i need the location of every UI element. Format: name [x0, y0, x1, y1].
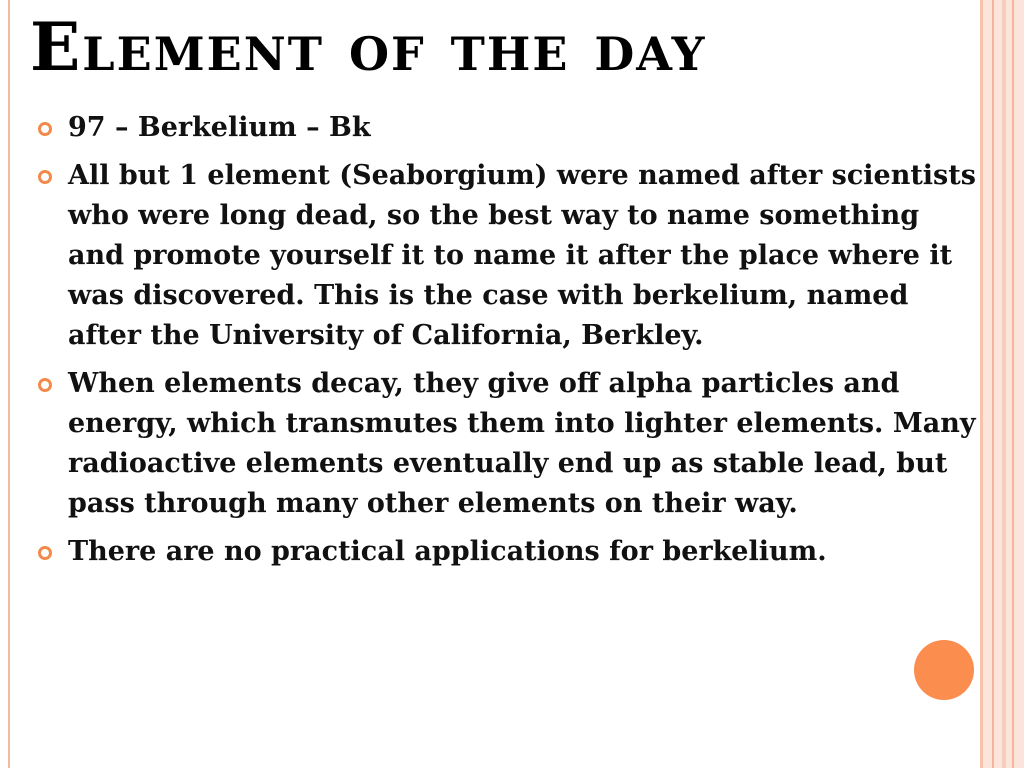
stripe	[980, 0, 983, 768]
circle-bullet-icon	[38, 378, 52, 392]
bullet-item	[36, 108, 980, 148]
bullet-text: All but 1 element (Seaborgium) were named after scientists who were long dead, so the best way to name something and promote yourself it to name it after the place where it was discovered. This is the case with berkelium, named after the University of California, Berkley.	[68, 160, 976, 351]
bullet-text: When elements decay, they give off alpha particles and energy, which transmutes them into lighter elements. Many radioactive elements eventually end up as stable lead, but pass through many other elements on their way.	[68, 368, 976, 519]
stripe	[1012, 0, 1014, 768]
stripe	[1002, 0, 1006, 768]
bullet-list	[36, 108, 980, 580]
left-border-line	[8, 0, 10, 768]
stripe	[992, 0, 994, 768]
bullet-item	[36, 364, 980, 524]
bullet-item	[36, 532, 980, 572]
decorative-stripes	[980, 0, 1024, 768]
slide-title: Element of the day	[30, 8, 707, 86]
circle-bullet-icon	[38, 546, 52, 560]
circle-bullet-icon	[38, 122, 52, 136]
bullet-text: 97 – Berkelium – Bk	[68, 112, 371, 143]
bullet-text: There are no practical applications for berkelium.	[68, 536, 827, 567]
decorative-circle	[914, 640, 974, 700]
bullet-item	[36, 156, 980, 356]
circle-bullet-icon	[38, 170, 52, 184]
